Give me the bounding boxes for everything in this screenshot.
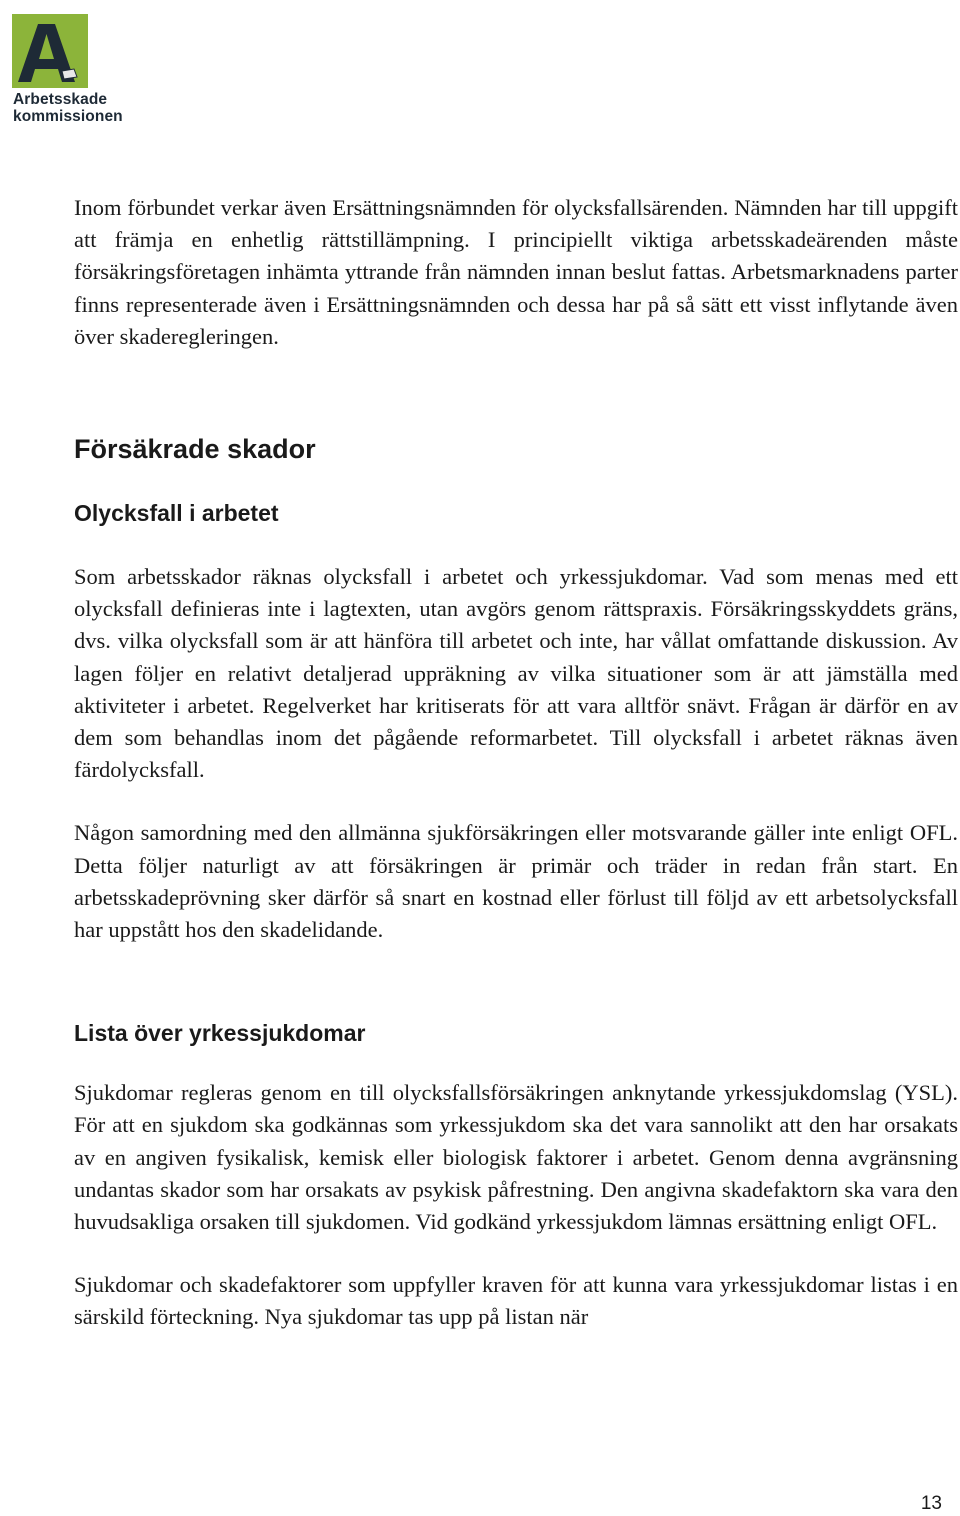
paragraph-workplace-accidents: Som arbetsskador räknas olycksfall i arbetet och yrkessjukdomar. Vad som menas med ett olycksfall definieras inte i lagtexten, utan avgörs genom rättspraxis. Försäkringsskyddets gräns, dvs. vilka olycksfall som är att hänföra till arbetet och inte, har vållat omfattande diskussion. Av lagen följer en relativt detaljerad uppräkning av vilka situationer som är att jämställa med aktiviteter i arbetet. Regelverket har kritiserats för att vara alltför snävt. Frågan är därför en av dem som behandlas inom det pågående reformarbetet. Till olycksfall i arbetet räknas även färdolycksfall.: [74, 564, 958, 783]
section-heading-insured-injuries: Försäkrade skador: [74, 434, 316, 465]
paragraph-coordination: Någon samordning med den allmänna sjukförsäkringen eller motsvarande gäller inte enligt OFL. Detta följer naturligt av att försäkringen är primär och träder in redan från start. En arbetsskadeprövning sker därför så snart en kostnad eller förlust till följd av ett arbetsolycksfall har uppstått hos den skadelidande.: [74, 820, 958, 943]
paragraph-disease-list: Sjukdomar och skadefaktorer som uppfyller kraven för att kunna vara yrkessjukdomar listas i en särskild förteckning. Nya sjukdomar tas upp på listan när: [74, 1272, 958, 1330]
intro-paragraph: Inom förbundet verkar även Ersättningsnämnden för olycksfallsärenden. Nämnden har till uppgift att främja en enhetlig rättstillämpning. I principiellt viktiga arbetsskadeärenden måste försäkringsföretagen inhämta yttrande från nämnden innan beslut fattas. Arbetsmarknadens parter finns representerade även i Ersättningsnämnden och dessa har på så sätt ett visst inflytande även över skaderegleringen.: [74, 195, 958, 349]
section-heading-occupational-diseases: Lista över yrkessjukdomar: [74, 1020, 366, 1047]
document-body: [74, 192, 958, 1334]
page-number: 13: [920, 1493, 942, 1514]
paragraph-disease-regulation: Sjukdomar regleras genom en till olycksfallsförsäkringen anknytande yrkessjukdomslag (YSL). För att en sjukdom ska godkännas som yrkessjukdom ska det vara sannolikt att den har orsakats av en angiven fysikalisk, kemisk eller biologisk faktorer i arbetet. Genom denna avgränsning undantas skador som har orsakats av psykisk påfrestning. Den angivna skadefaktorn ska vara den huvudsakliga orsaken till sjukdomen. Vid godkänd yrkessjukdom lämnas ersättning enligt OFL.: [74, 1080, 958, 1235]
logo-org-name-line2: kommissionen: [13, 108, 123, 125]
logo-mark: [8, 14, 148, 94]
subheading-workplace-accidents: Olycksfall i arbetet: [74, 500, 279, 527]
logo-org-name-line1: Arbetsskade: [13, 91, 108, 108]
